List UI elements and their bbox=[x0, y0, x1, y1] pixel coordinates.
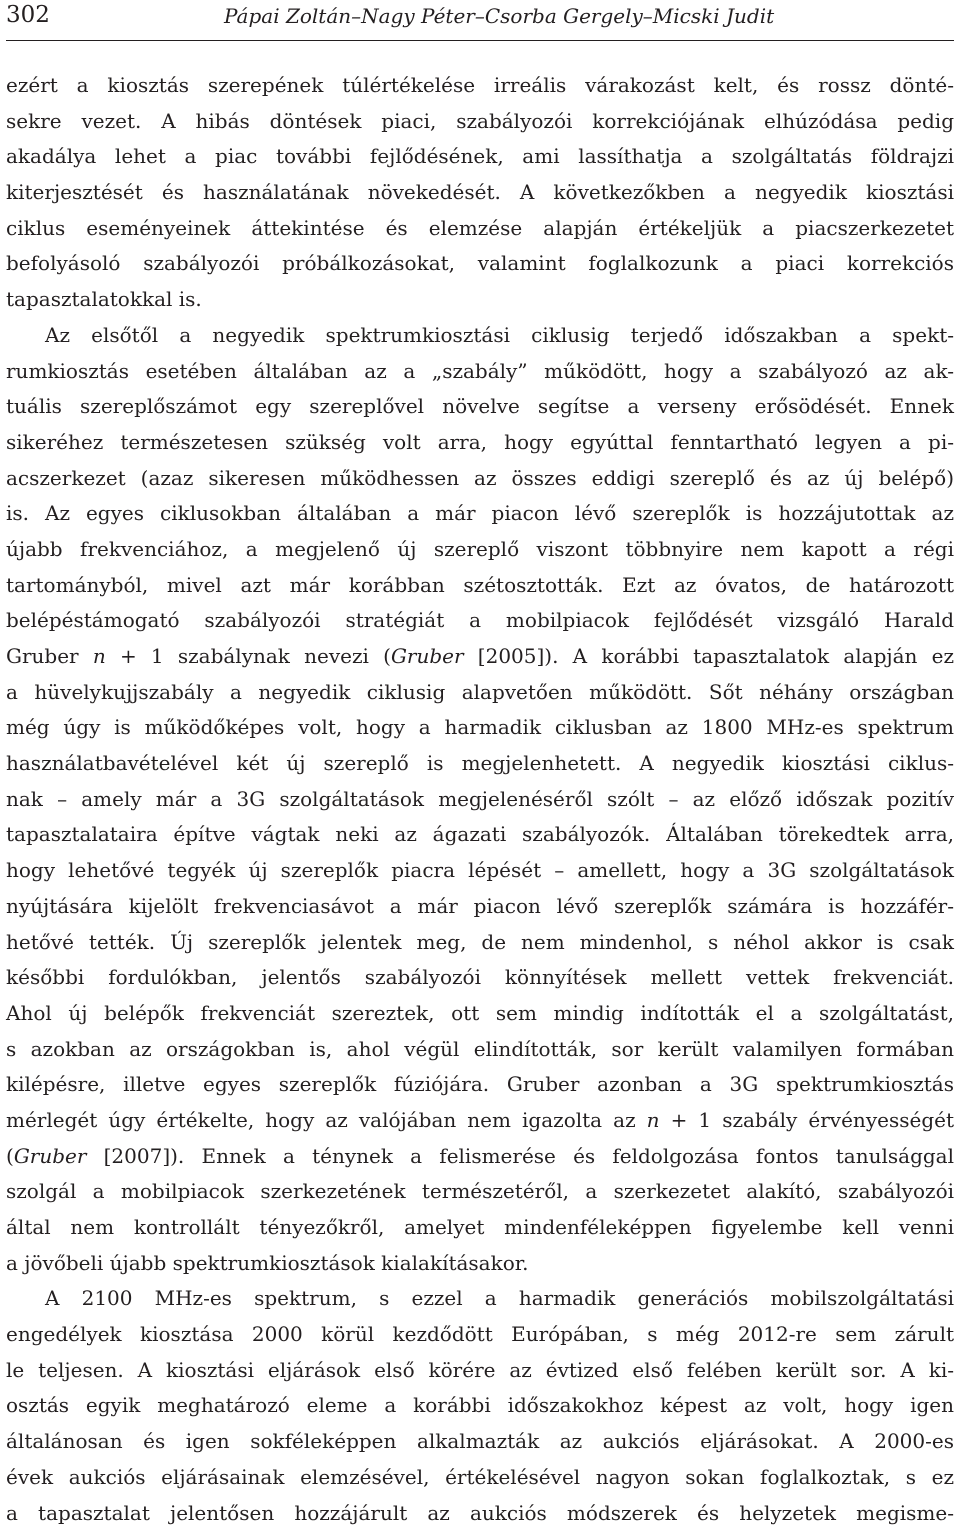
text-line: évek aukciós eljárásainak elemzésével, értékelésével nagyon sokan foglalkoztak, s ez bbox=[6, 1460, 954, 1496]
text-line: (Gruber [2007]). Ennek a ténynek a felismerése és feldolgozása fontos tanulsággal bbox=[6, 1139, 954, 1175]
text-line: kilépésre, illetve egyes szereplők fúziójára. Gruber azonban a 3G spektrumkiosztás bbox=[6, 1067, 954, 1103]
text-line: hetővé tették. Új szereplők jelentek meg, de nem mindenhol, s néhol akkor is csak bbox=[6, 925, 954, 961]
running-head-authors: Pápai Zoltán–Nagy Péter–Csorba Gergely–Micski Judit bbox=[224, 3, 774, 29]
text-line: tapasztalataira építve vágtak neki az ágazati szabályozók. Általában törekedtek arra, bbox=[6, 817, 954, 853]
page-number: 302 bbox=[6, 2, 50, 28]
text-line: még úgy is működőképes volt, hogy a harmadik ciklusban az 1800 MHz-es spektrum bbox=[6, 710, 954, 746]
text-line: által nem kontrollált tényezőkről, amelyet mindenféleképpen figyelembe kell venni bbox=[6, 1210, 954, 1246]
text-line: általánosan és igen sokféleképpen alkalmazták az aukciós eljárásokat. A 2000-es bbox=[6, 1424, 954, 1460]
text-line: a hüvelykujjszabály a negyedik ciklusig alapvetően működött. Sőt néhány országban bbox=[6, 675, 954, 711]
text-line: a tapasztalat jelentősen hozzájárult az aukciós módszerek és helyzetek megisme- bbox=[6, 1496, 954, 1531]
text-line: kiterjesztését és használatának növekedését. A következőkben a negyedik kiosztási bbox=[6, 175, 954, 211]
text-line: belépéstámogató szabályozói stratégiát a mobilpiacok fejlődését vizsgáló Harald bbox=[6, 603, 954, 639]
text-line: akadálya lehet a piac további fejlődésének, ami lassíthatja a szolgáltatás földrajzi bbox=[6, 139, 954, 175]
text-line: is. Az egyes ciklusokban általában a már piacon lévő szereplők is hozzájutottak az bbox=[6, 496, 954, 532]
text-line: acszerkezet (azaz sikeresen működhessen az összes eddigi szereplő és az új belépő) bbox=[6, 461, 954, 497]
text-line: le teljesen. A kiosztási eljárások első körére az évtized első felében került sor. A ki- bbox=[6, 1353, 954, 1389]
text-line: mérlegét úgy értékelte, hogy az valójában nem igazolta az n + 1 szabály érvényességét bbox=[6, 1103, 954, 1139]
text-line: s azokban az országokban is, ahol végül elindították, sor került valamilyen formában bbox=[6, 1032, 954, 1068]
text-line: hogy lehetővé tegyék új szereplők piacra lépését – amellett, hogy a 3G szolgáltatások bbox=[6, 853, 954, 889]
text-line: tuális szereplőszámot egy szereplővel növelve segítse a verseny erősödését. Ennek bbox=[6, 389, 954, 425]
body-text bbox=[6, 68, 954, 1531]
text-line: tartományból, mivel azt már korábban szétosztották. Ezt az óvatos, de határozott bbox=[6, 568, 954, 604]
text-line: későbbi fordulókban, jelentős szabályozói könnyítések mellett vettek frekvenciát. bbox=[6, 960, 954, 996]
text-line: használatbavételével két új szereplő is megjelenhetett. A negyedik kiosztási ciklus- bbox=[6, 746, 954, 782]
page-header bbox=[6, 0, 954, 41]
text-line: szolgál a mobilpiacok szerkezetének természetéről, a szerkezetet alakító, szabályozói bbox=[6, 1174, 954, 1210]
text-line: újabb frekvenciához, a megjelenő új szereplő viszont többnyire nem kapott a régi bbox=[6, 532, 954, 568]
text-line: ezért a kiosztás szerepének túlértékelése irreális várakozást kelt, és rossz dönté- bbox=[6, 68, 954, 104]
text-line: tapasztalatokkal is. bbox=[6, 282, 954, 318]
text-line: engedélyek kiosztása 2000 körül kezdődött Európában, s még 2012-re sem zárult bbox=[6, 1317, 954, 1353]
text-line: sekre vezet. A hibás döntések piaci, szabályozói korrekciójának elhúzódása pedig bbox=[6, 104, 954, 140]
text-line: Gruber n + 1 szabálynak nevezi (Gruber [2005]). A korábbi tapasztalatok alapján ez bbox=[6, 639, 954, 675]
text-line: ciklus eseményeinek áttekintése és elemzése alapján értékeljük a piacszerkezetet bbox=[6, 211, 954, 247]
text-line: A 2100 MHz-es spektrum, s ezzel a harmadik generációs mobilszolgáltatási bbox=[6, 1281, 954, 1317]
text-line: Az elsőtől a negyedik spektrumkiosztási ciklusig terjedő időszakban a spekt- bbox=[6, 318, 954, 354]
text-line: Ahol új belépők frekvenciát szereztek, ott sem mindig indították el a szolgáltatást, bbox=[6, 996, 954, 1032]
text-line: sikeréhez természetesen szükség volt arra, hogy egyúttal fenntartható legyen a pi- bbox=[6, 425, 954, 461]
text-line: osztás egyik meghatározó eleme a korábbi időszakokhoz képest az volt, hogy igen bbox=[6, 1388, 954, 1424]
text-line: nyújtására kijelölt frekvenciasávot a már piacon lévő szereplők számára is hozzáfér- bbox=[6, 889, 954, 925]
text-line: nak – amely már a 3G szolgáltatások megjelenéséről szólt – az előző időszak pozitív bbox=[6, 782, 954, 818]
text-line: befolyásoló szabályozói próbálkozásokat, valamint foglalkozunk a piaci korrekciós bbox=[6, 246, 954, 282]
text-line: a jövőbeli újabb spektrumkiosztások kialakításakor. bbox=[6, 1246, 954, 1282]
text-line: rumkiosztás esetében általában az a „szabály” működött, hogy a szabályozó az ak- bbox=[6, 354, 954, 390]
